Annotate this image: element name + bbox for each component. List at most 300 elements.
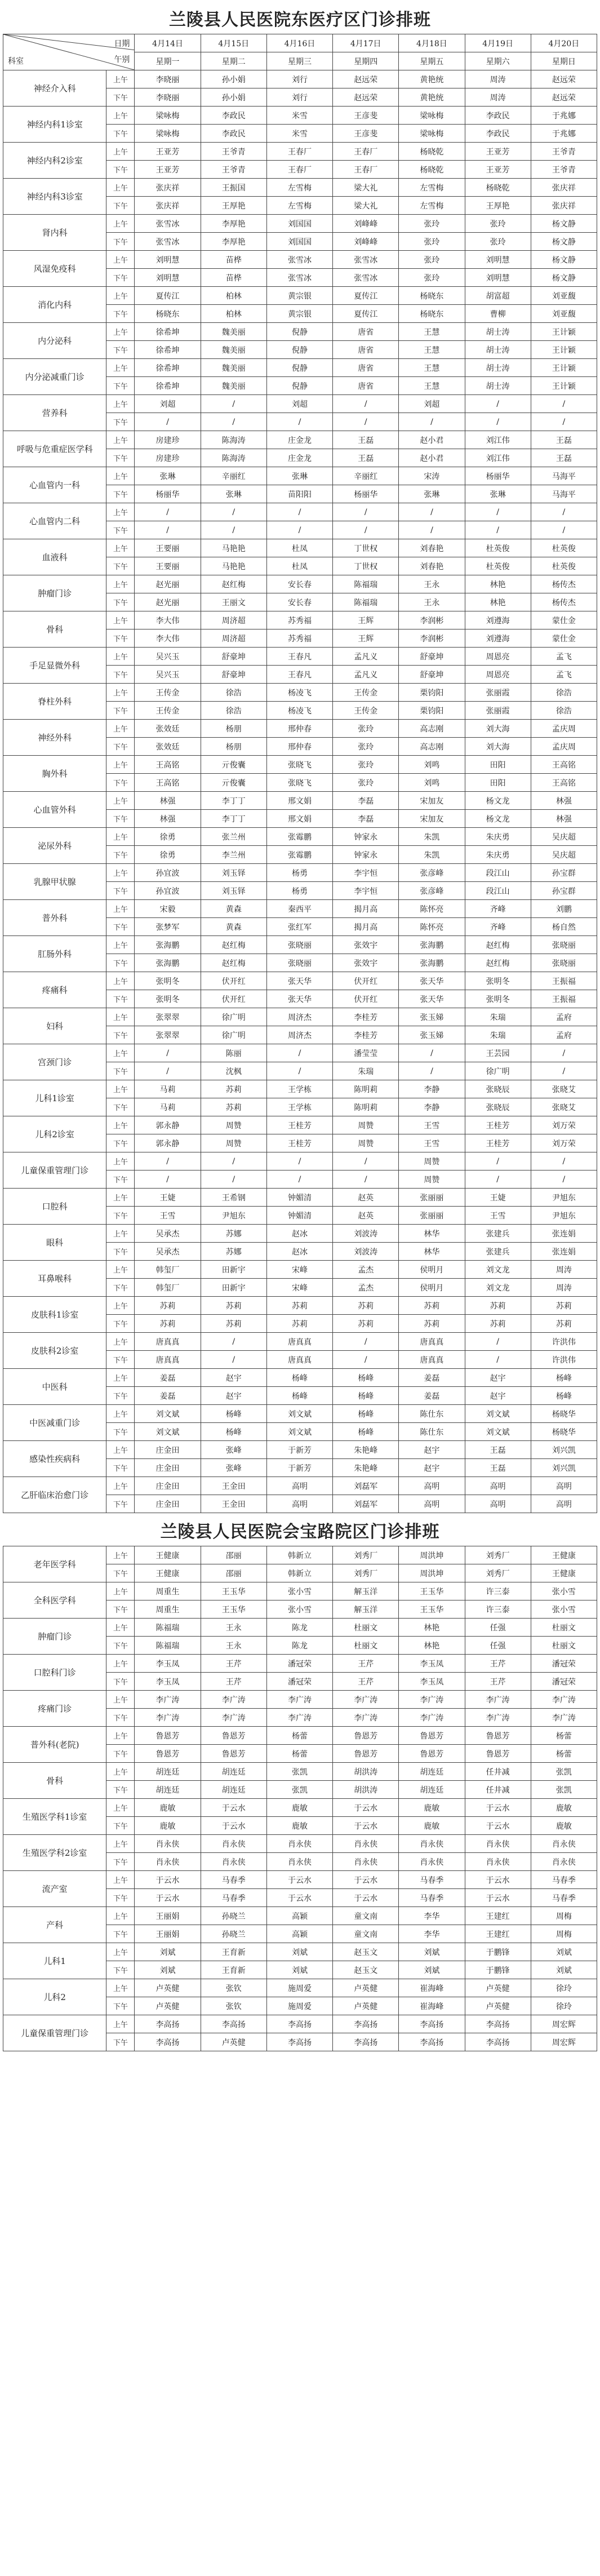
morning-label: 上午	[106, 1871, 135, 1889]
afternoon-label: 下午	[106, 810, 135, 828]
doctor-cell: 杨丽华	[135, 485, 201, 503]
doctor-cell: 王亚芳	[135, 143, 201, 161]
doctor-cell: 苏莉	[531, 1297, 597, 1315]
afternoon-label: 下午	[106, 1781, 135, 1799]
doctor-cell: 马春季	[531, 1871, 597, 1889]
doctor-cell: 李高扬	[266, 2015, 332, 2033]
afternoon-label: 下午	[106, 990, 135, 1008]
doctor-cell: 于云水	[135, 1889, 201, 1907]
doctor-cell: 李广涛	[266, 1691, 332, 1709]
doctor-cell: 刘玉铎	[201, 882, 266, 900]
doctor-cell: 李高扬	[135, 2015, 201, 2033]
doctor-cell: 魏美丽	[201, 359, 266, 377]
afternoon-label: 下午	[106, 1387, 135, 1405]
doctor-cell: 王爷青	[201, 161, 266, 179]
doctor-cell: 李高扬	[399, 2033, 465, 2051]
department-name: 妇科	[3, 1008, 106, 1044]
doctor-cell: 鹿敏	[135, 1799, 201, 1817]
doctor-cell: /	[201, 1170, 266, 1189]
doctor-cell: 梁咏梅	[399, 107, 465, 125]
doctor-cell: 于云水	[465, 1817, 531, 1835]
doctor-cell: 赵玉文	[333, 1943, 399, 1961]
doctor-cell: 王玉华	[399, 1600, 465, 1619]
doctor-cell: 于云水	[201, 1817, 266, 1835]
doctor-cell: 徐勇	[135, 846, 201, 864]
doctor-cell: 辛丽红	[201, 467, 266, 485]
doctor-cell: 李政民	[201, 107, 266, 125]
doctor-cell: 周洪坤	[399, 1546, 465, 1564]
doctor-cell: 张连娟	[531, 1225, 597, 1243]
morning-label: 上午	[106, 1799, 135, 1817]
doctor-cell: 李厚艳	[201, 233, 266, 251]
doctor-cell: 张凯	[531, 1781, 597, 1799]
doctor-cell: 王高铭	[135, 756, 201, 774]
department-name: 儿科2	[3, 1979, 106, 2015]
doctor-cell: 张霉鹏	[266, 846, 332, 864]
afternoon-label: 下午	[106, 1600, 135, 1619]
afternoon-label: 下午	[106, 846, 135, 864]
doctor-cell: 王永	[201, 1619, 266, 1637]
doctor-cell: 鹿敏	[266, 1799, 332, 1817]
morning-label: 上午	[106, 1835, 135, 1853]
doctor-cell: 周赞	[399, 1170, 465, 1189]
doctor-cell: 李高扬	[201, 2015, 266, 2033]
doctor-cell: 杜丽文	[333, 1619, 399, 1637]
doctor-cell: /	[333, 1152, 399, 1170]
doctor-cell: 高明	[465, 1477, 531, 1495]
doctor-cell: 朱瑞	[333, 1062, 399, 1080]
doctor-cell: 马春季	[531, 1889, 597, 1907]
doctor-cell: 张明冬	[465, 990, 531, 1008]
doctor-cell: 胡连廷	[201, 1781, 266, 1799]
doctor-cell: 李玉凤	[399, 1673, 465, 1691]
doctor-cell: 陈海涛	[201, 449, 266, 467]
doctor-cell: /	[531, 1062, 597, 1080]
doctor-cell: 高明	[531, 1477, 597, 1495]
doctor-cell: 刘玉铎	[201, 864, 266, 882]
afternoon-label: 下午	[106, 125, 135, 143]
doctor-cell: 苏莉	[266, 1315, 332, 1333]
doctor-cell: 陈海涛	[201, 431, 266, 449]
doctor-cell: 王高铭	[531, 774, 597, 792]
doctor-cell: 王芹	[333, 1655, 399, 1673]
schedule-row	[3, 395, 597, 413]
doctor-cell: 卢英健	[135, 1979, 201, 1997]
doctor-cell: 任强	[465, 1637, 531, 1655]
morning-label: 上午	[106, 792, 135, 810]
doctor-cell: 许洪伟	[531, 1333, 597, 1351]
doctor-cell: 苏莉	[135, 1297, 201, 1315]
doctor-cell: 徐浩	[201, 684, 266, 702]
department-name: 耳鼻喉科	[3, 1261, 106, 1297]
doctor-cell: 苏莉	[266, 1297, 332, 1315]
doctor-cell: 左雪梅	[399, 179, 465, 197]
doctor-cell: 柏林	[201, 287, 266, 305]
morning-label: 上午	[106, 2015, 135, 2033]
doctor-cell: 杨晓乾	[399, 143, 465, 161]
doctor-cell: 张雪冰	[266, 251, 332, 269]
doctor-cell: 赵宇	[465, 1369, 531, 1387]
doctor-cell: 王爷青	[201, 143, 266, 161]
doctor-cell: 周宏辉	[531, 2015, 597, 2033]
doctor-cell: 张玲	[333, 720, 399, 738]
doctor-cell: 周赞	[201, 1116, 266, 1134]
doctor-cell: 苏秀福	[266, 629, 332, 648]
department-name: 感染性疾病科	[3, 1441, 106, 1477]
doctor-cell: 唐真真	[266, 1351, 332, 1369]
schedule-row	[3, 1979, 597, 1997]
doctor-cell: 高志刚	[399, 720, 465, 738]
doctor-cell: 徐希坤	[135, 323, 201, 341]
doctor-cell: 高颖	[266, 1907, 332, 1925]
morning-label: 上午	[106, 1655, 135, 1673]
doctor-cell: 尹旭东	[531, 1189, 597, 1207]
doctor-cell: 解玉洋	[333, 1582, 399, 1600]
schedule-row	[3, 1582, 597, 1600]
morning-label: 上午	[106, 251, 135, 269]
doctor-cell: 杨凌飞	[266, 684, 332, 702]
doctor-cell: 苗桦	[201, 251, 266, 269]
schedule-row	[3, 900, 597, 918]
doctor-cell: 刘文斌	[465, 1423, 531, 1441]
doctor-cell: 张钦	[201, 1979, 266, 1997]
doctor-cell: 孟杰	[333, 1279, 399, 1297]
schedule-row	[3, 756, 597, 774]
department-name: 肿瘤门诊	[3, 1619, 106, 1655]
morning-label: 上午	[106, 720, 135, 738]
doctor-cell: 李高扬	[399, 2015, 465, 2033]
doctor-cell: 张连娟	[531, 1243, 597, 1261]
doctor-cell: 张晓飞	[266, 774, 332, 792]
department-name: 呼吸与危重症医学科	[3, 431, 106, 467]
doctor-cell: 王要丽	[135, 539, 201, 557]
doctor-cell: 韩玺厂	[135, 1261, 201, 1279]
doctor-cell: 刘文斌	[465, 1405, 531, 1423]
doctor-cell: 于云水	[465, 1889, 531, 1907]
department-name: 疼痛科	[3, 972, 106, 1008]
department-name: 泌尿外科	[3, 828, 106, 864]
doctor-cell: 王磊	[465, 1459, 531, 1477]
doctor-cell: 王永	[399, 575, 465, 593]
doctor-cell: 朱凯	[399, 828, 465, 846]
doctor-cell: 马艳艳	[201, 539, 266, 557]
doctor-cell: /	[135, 1152, 201, 1170]
schedule-row	[3, 1261, 597, 1279]
doctor-cell: 孙宜波	[135, 882, 201, 900]
schedule-row	[3, 1835, 597, 1853]
doctor-cell: 周恩亮	[465, 648, 531, 666]
doctor-cell: /	[465, 1170, 531, 1189]
doctor-cell: 赵红梅	[465, 954, 531, 972]
afternoon-label: 下午	[106, 88, 135, 107]
doctor-cell: 任井减	[465, 1781, 531, 1799]
doctor-cell: 唐省	[333, 323, 399, 341]
doctor-cell: 刘江伟	[465, 449, 531, 467]
doctor-cell: 李宇恒	[333, 864, 399, 882]
doctor-cell: 邢文娟	[266, 792, 332, 810]
doctor-cell: 姜磊	[135, 1387, 201, 1405]
morning-label: 上午	[106, 1546, 135, 1564]
doctor-cell: 徐希坤	[135, 341, 201, 359]
doctor-cell: 徐玲	[531, 1979, 597, 1997]
doctor-cell: 王春凡	[266, 648, 332, 666]
doctor-cell: 胡富超	[465, 287, 531, 305]
doctor-cell: 张晓艾	[531, 1080, 597, 1098]
doctor-cell: 吴承杰	[135, 1243, 201, 1261]
doctor-cell: 周济超	[201, 629, 266, 648]
doctor-cell: 张晓丽	[531, 936, 597, 954]
department-name: 生殖医学科2诊室	[3, 1835, 106, 1871]
doctor-cell: 赵光丽	[135, 593, 201, 611]
doctor-cell: 周赞	[201, 1134, 266, 1152]
doctor-cell: 王振福	[531, 990, 597, 1008]
doctor-cell: 舒豪坤	[201, 648, 266, 666]
department-name: 血液科	[3, 539, 106, 575]
doctor-cell: 张小雪	[266, 1600, 332, 1619]
doctor-cell: 朱艳峰	[333, 1441, 399, 1459]
weekday-header: 星期一	[135, 52, 201, 70]
doctor-cell: 张庆祥	[531, 197, 597, 215]
doctor-cell: 马海平	[531, 467, 597, 485]
doctor-cell: 魏美丽	[201, 377, 266, 395]
doctor-cell: 王传金	[333, 702, 399, 720]
department-name: 神经内科2诊室	[3, 143, 106, 179]
doctor-cell: 肖永侠	[266, 1835, 332, 1853]
doctor-cell: 唐真真	[399, 1351, 465, 1369]
department-name: 皮肤科1诊室	[3, 1297, 106, 1333]
doctor-cell: 齐峰	[465, 918, 531, 936]
afternoon-label: 下午	[106, 1315, 135, 1333]
schedule-row	[3, 1297, 597, 1315]
doctor-cell: 胡连廷	[135, 1781, 201, 1799]
doctor-cell: 吴庆超	[531, 828, 597, 846]
doctor-cell: 刘大海	[465, 720, 531, 738]
doctor-cell: 倪静	[266, 341, 332, 359]
doctor-cell: 梁大礼	[333, 197, 399, 215]
doctor-cell: 卢英健	[465, 1997, 531, 2015]
doctor-cell: /	[465, 521, 531, 539]
department-name: 口腔科	[3, 1189, 106, 1225]
doctor-cell: /	[399, 413, 465, 431]
date-header: 4月18日	[399, 34, 465, 52]
doctor-cell: 李广涛	[399, 1709, 465, 1727]
schedule-row	[3, 936, 597, 954]
doctor-cell: 王永	[201, 1637, 266, 1655]
doctor-cell: 王丽文	[201, 593, 266, 611]
afternoon-label: 下午	[106, 1495, 135, 1513]
doctor-cell: /	[135, 503, 201, 521]
doctor-cell: 李高扬	[266, 2033, 332, 2051]
doctor-cell: 刘文斌	[266, 1423, 332, 1441]
date-header: 4月15日	[201, 34, 266, 52]
doctor-cell: 杨丽华	[465, 467, 531, 485]
doctor-cell: 李兰州	[201, 846, 266, 864]
date-header: 4月14日	[135, 34, 201, 52]
doctor-cell: 王永	[399, 593, 465, 611]
doctor-cell: 王亚芳	[465, 161, 531, 179]
doctor-cell: 朱庆勇	[465, 846, 531, 864]
morning-label: 上午	[106, 107, 135, 125]
doctor-cell: 刘江伟	[465, 431, 531, 449]
department-name: 神经介入科	[3, 70, 106, 107]
doctor-cell: 李桂芳	[333, 1026, 399, 1044]
schedule-row	[3, 1799, 597, 1817]
morning-label: 上午	[106, 684, 135, 702]
corner-header	[3, 34, 135, 70]
doctor-cell: 王亚芳	[465, 143, 531, 161]
doctor-cell: 张玲	[333, 756, 399, 774]
doctor-cell: 钟媚清	[266, 1207, 332, 1225]
doctor-cell: 安长春	[266, 593, 332, 611]
doctor-cell: 刘万荣	[531, 1134, 597, 1152]
doctor-cell: 周恩亮	[465, 666, 531, 684]
doctor-cell: 鲁恩芳	[333, 1727, 399, 1745]
doctor-cell: 周济杰	[266, 1008, 332, 1026]
doctor-cell: 马春季	[399, 1889, 465, 1907]
doctor-cell: 杜英俊	[465, 557, 531, 575]
doctor-cell: 童文南	[333, 1907, 399, 1925]
schedule-row	[3, 1333, 597, 1351]
doctor-cell: 张玲	[465, 215, 531, 233]
doctor-cell: 杨晓华	[531, 1423, 597, 1441]
department-name: 肿瘤门诊	[3, 575, 106, 611]
weekday-header: 星期五	[399, 52, 465, 70]
doctor-cell: 周梅	[531, 1925, 597, 1943]
doctor-cell: 邢仲春	[266, 738, 332, 756]
afternoon-label: 下午	[106, 1637, 135, 1655]
doctor-cell: 李高扬	[135, 2033, 201, 2051]
doctor-cell: 尹旭东	[201, 1207, 266, 1225]
doctor-cell: 杨勇	[266, 864, 332, 882]
doctor-cell: 李丁丁	[201, 792, 266, 810]
doctor-cell: /	[465, 395, 531, 413]
doctor-cell: 苏莉	[399, 1297, 465, 1315]
doctor-cell: 徐浩	[531, 684, 597, 702]
doctor-cell: 王建红	[465, 1925, 531, 1943]
morning-label: 上午	[106, 323, 135, 341]
doctor-cell: 李广涛	[266, 1709, 332, 1727]
doctor-cell: /	[531, 395, 597, 413]
doctor-cell: /	[266, 1152, 332, 1170]
doctor-cell: 王春凡	[266, 666, 332, 684]
doctor-cell: 唐真真	[399, 1333, 465, 1351]
doctor-cell: 王芸园	[465, 1044, 531, 1062]
section2-table	[3, 1546, 597, 2051]
schedule-row	[3, 575, 597, 593]
doctor-cell: 周重生	[135, 1600, 201, 1619]
doctor-cell: 刘波涛	[333, 1225, 399, 1243]
doctor-cell: 王慧	[399, 341, 465, 359]
department-name: 口腔科门诊	[3, 1655, 106, 1691]
doctor-cell: 钟媚清	[266, 1189, 332, 1207]
doctor-cell: 舒豪坤	[201, 666, 266, 684]
doctor-cell: 孟凡义	[333, 666, 399, 684]
afternoon-label: 下午	[106, 1423, 135, 1441]
afternoon-label: 下午	[106, 1564, 135, 1582]
doctor-cell: 王丽娟	[135, 1907, 201, 1925]
doctor-cell: 刘斌	[135, 1943, 201, 1961]
morning-label: 上午	[106, 1369, 135, 1387]
doctor-cell: 刘亚馥	[531, 305, 597, 323]
doctor-cell: 于云水	[333, 1871, 399, 1889]
afternoon-label: 下午	[106, 1459, 135, 1477]
afternoon-label: 下午	[106, 1961, 135, 1979]
doctor-cell: /	[465, 1351, 531, 1369]
doctor-cell: 杨晓乾	[465, 179, 531, 197]
doctor-cell: /	[201, 1333, 266, 1351]
doctor-cell: 孙晓兰	[201, 1925, 266, 1943]
doctor-cell: /	[531, 521, 597, 539]
doctor-cell: 林艳	[399, 1619, 465, 1637]
doctor-cell: 林强	[531, 810, 597, 828]
schedule-row	[3, 70, 597, 88]
doctor-cell: 胡连廷	[201, 1763, 266, 1781]
doctor-cell: 夏传江	[333, 305, 399, 323]
doctor-cell: 黄宗银	[266, 305, 332, 323]
doctor-cell: 杨丽华	[333, 485, 399, 503]
afternoon-label: 下午	[106, 1279, 135, 1297]
doctor-cell: 马艳艳	[201, 557, 266, 575]
doctor-cell: 张小雪	[531, 1600, 597, 1619]
date-header: 4月16日	[266, 34, 332, 52]
doctor-cell: 王磊	[333, 431, 399, 449]
doctor-cell: 杜凤	[266, 557, 332, 575]
doctor-cell: 刘大海	[465, 738, 531, 756]
doctor-cell: 马莉	[135, 1080, 201, 1098]
doctor-cell: 杨传杰	[531, 593, 597, 611]
doctor-cell: 赵远荣	[531, 70, 597, 88]
doctor-cell: 徐广明	[201, 1026, 266, 1044]
department-name: 中医科	[3, 1369, 106, 1405]
doctor-cell: 杨传杰	[531, 575, 597, 593]
doctor-cell: 孟凡义	[333, 648, 399, 666]
doctor-cell: 张天华	[399, 990, 465, 1008]
doctor-cell: 杜英俊	[531, 539, 597, 557]
doctor-cell: 张琳	[201, 485, 266, 503]
doctor-cell: 梁咏梅	[135, 107, 201, 125]
doctor-cell: 刘斌	[266, 1943, 332, 1961]
afternoon-label: 下午	[106, 738, 135, 756]
morning-label: 上午	[106, 1189, 135, 1207]
morning-label: 上午	[106, 936, 135, 954]
weekday-header: 星期三	[266, 52, 332, 70]
doctor-cell: 许三泰	[465, 1600, 531, 1619]
doctor-cell: 张琳	[399, 485, 465, 503]
department-name: 营养科	[3, 395, 106, 431]
doctor-cell: 李玉凤	[135, 1655, 201, 1673]
doctor-cell: 张小雪	[531, 1582, 597, 1600]
doctor-cell: 张玲	[399, 251, 465, 269]
doctor-cell: 朱瑞	[465, 1008, 531, 1026]
doctor-cell: 于云水	[333, 1799, 399, 1817]
doctor-cell: 鹿敏	[531, 1817, 597, 1835]
doctor-cell: 林华	[399, 1225, 465, 1243]
doctor-cell: 张晓艾	[531, 1098, 597, 1116]
schedule-row	[3, 792, 597, 810]
department-name: 消化内科	[3, 287, 106, 323]
doctor-cell: 赵玉文	[333, 1961, 399, 1979]
doctor-cell: 王彦斐	[333, 107, 399, 125]
doctor-cell: 张海鹏	[399, 936, 465, 954]
afternoon-label: 下午	[106, 1243, 135, 1261]
doctor-cell: 王雪	[465, 1207, 531, 1225]
department-name: 宫颈门诊	[3, 1044, 106, 1080]
doctor-cell: 王计颖	[531, 323, 597, 341]
doctor-cell: 张效廷	[135, 738, 201, 756]
afternoon-label: 下午	[106, 629, 135, 648]
doctor-cell: 李高扬	[333, 2015, 399, 2033]
schedule-row	[3, 503, 597, 521]
